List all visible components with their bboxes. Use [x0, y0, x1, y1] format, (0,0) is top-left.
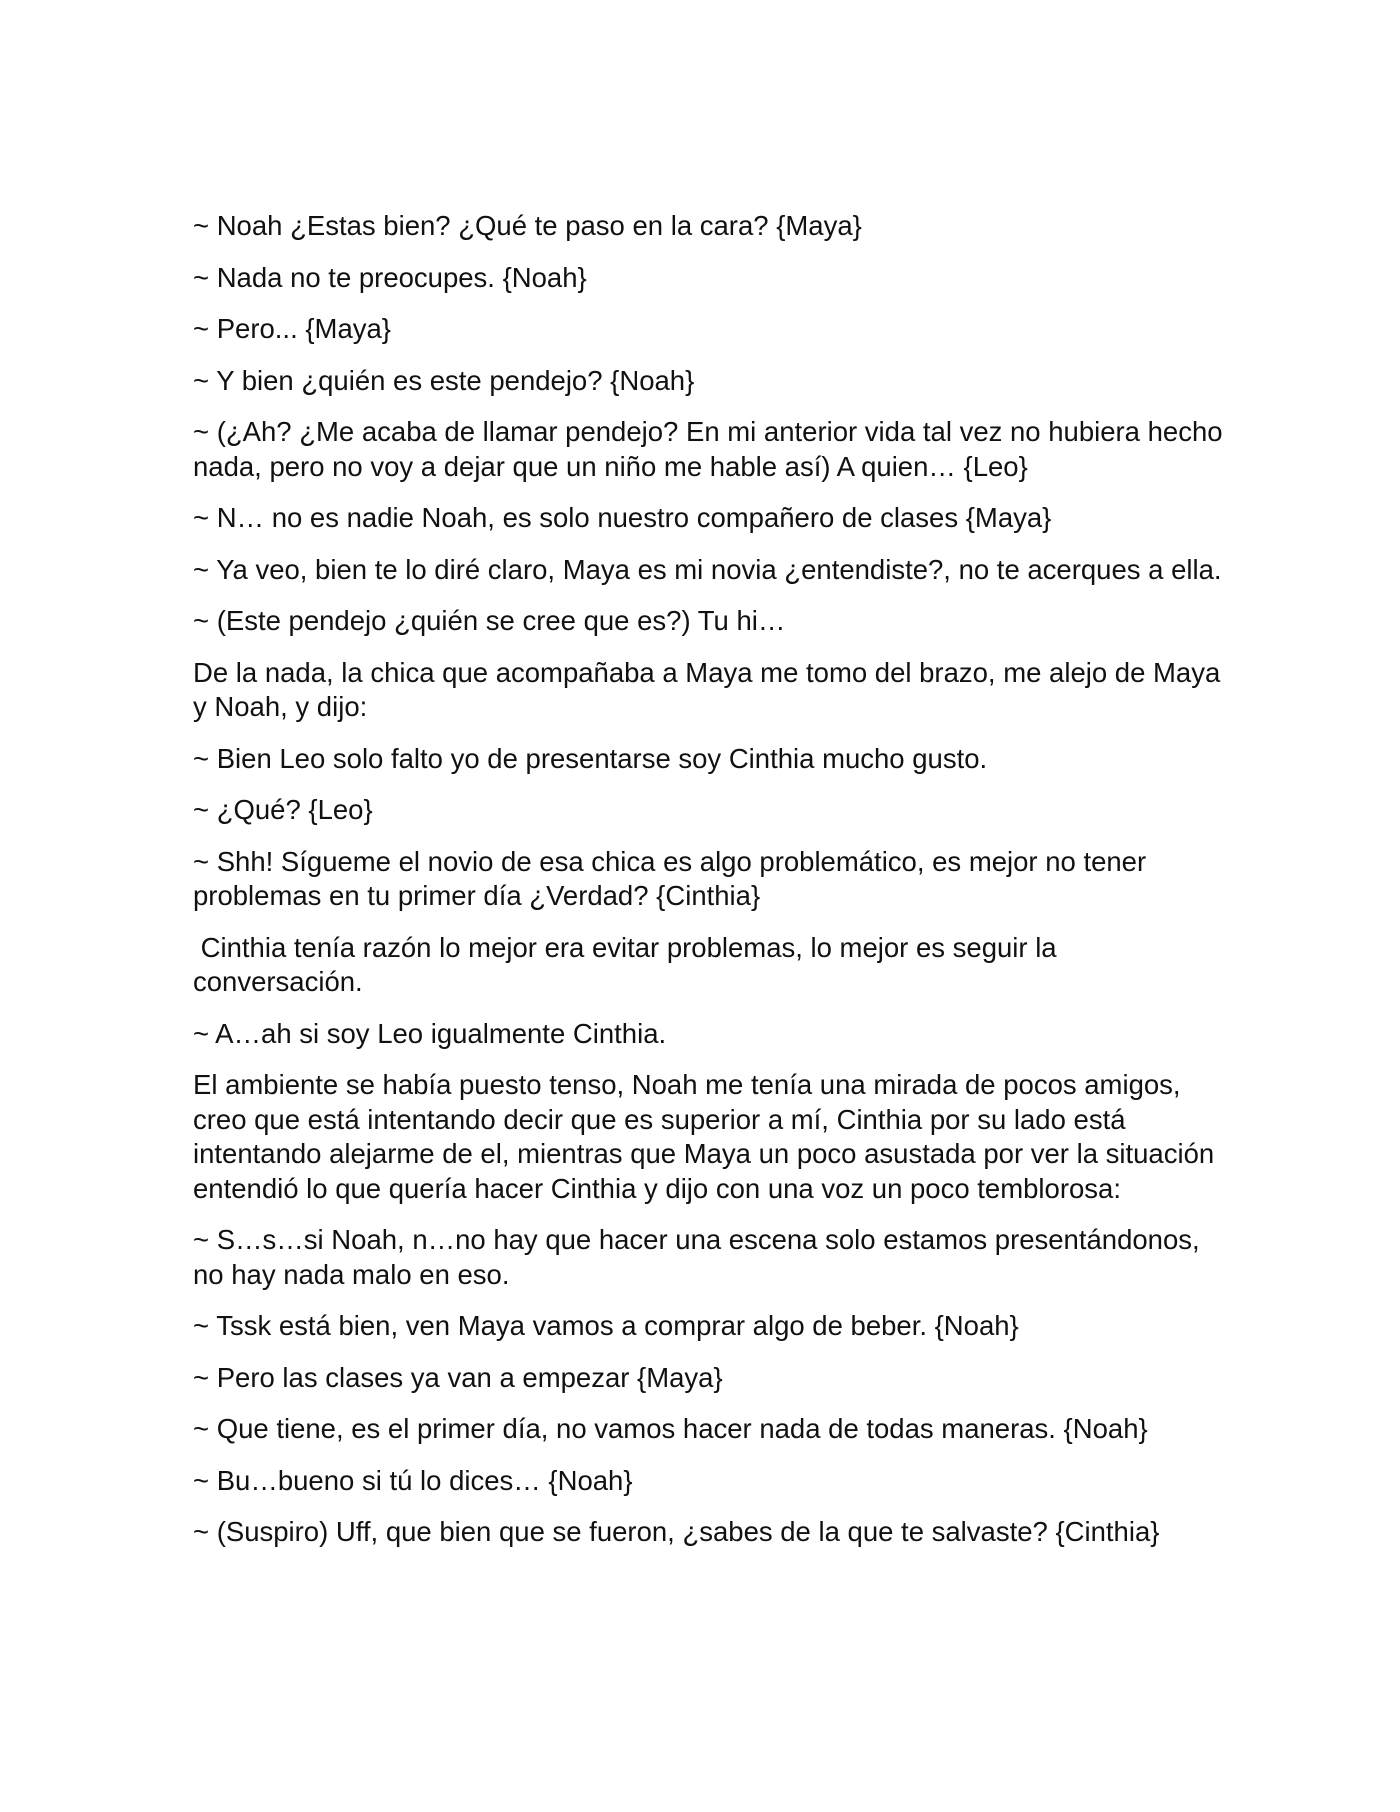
paragraph: ~ Bu…bueno si tú lo dices… {Noah}	[193, 1464, 633, 1496]
paragraph: Cinthia tenía razón lo mejor era evitar problemas, lo mejor es seguir la conversación.	[193, 931, 1065, 997]
paragraph: ~ Tssk está bien, ven Maya vamos a comprar algo de beber. {Noah}	[193, 1310, 1019, 1341]
paragraph: ~ (Suspiro) Uff, que bien que se fueron, ¿sabes de la que te salvaste? {Cinthia}	[193, 1516, 1160, 1547]
paragraph: ~ Nada no te preocupes. {Noah}	[193, 261, 587, 293]
paragraph: ~ ¿Qué? {Leo}	[193, 794, 373, 825]
paragraph: ~ Pero las clases ya van a empezar {Maya}	[193, 1361, 723, 1393]
paragraph: ~ Bien Leo solo falto yo de presentarse soy Cinthia mucho gusto.	[193, 742, 988, 774]
paragraph: ~ Y bien ¿quién es este pendejo? {Noah}	[193, 364, 695, 396]
paragraph: De la nada, la chica que acompañaba a Maya me tomo del brazo, me alejo de Maya y Noah, y dijo:	[193, 656, 1228, 722]
paragraph: ~ Pero... {Maya}	[193, 313, 391, 344]
paragraph: ~ (Este pendejo ¿quién se cree que es?) Tu hi…	[193, 605, 786, 636]
paragraph: ~ S…s…si Noah, n…no hay que hacer una escena solo estamos presentándonos, no hay nada malo en eso.	[193, 1224, 1208, 1290]
paragraph: El ambiente se había puesto tenso, Noah me tenía una mirada de pocos amigos, creo que está intentando decir que es superior a mí, Cinthia por su lado está intentando alejarme de el, mientras que Maya un poco asustada por ver la situación entendió lo que quería hacer Cinthia y dijo con una voz un poco temblorosa:	[193, 1069, 1222, 1204]
paragraph: ~ Que tiene, es el primer día, no vamos hacer nada de todas maneras. {Noah}	[193, 1413, 1148, 1444]
paragraph: ~ (¿Ah? ¿Me acaba de llamar pendejo? En mi anterior vida tal vez no hubiera hecho nada, pero no voy a dejar que un niño me hable así) A quien… {Leo}	[193, 416, 1231, 482]
paragraph: ~ Shh! Sígueme el novio de esa chica es algo problemático, es mejor no tener problemas en tu primer día ¿Verdad? {Cinthia}	[193, 845, 1154, 911]
paragraph: ~ N… no es nadie Noah, es solo nuestro compañero de clases {Maya}	[193, 502, 1052, 533]
paragraph: ~ Ya veo, bien te lo diré claro, Maya es mi novia ¿entendiste?, no te acerques a ella.	[193, 553, 1222, 585]
paragraph: ~ A…ah si soy Leo igualmente Cinthia.	[193, 1017, 667, 1049]
paragraph: ~ Noah ¿Estas bien? ¿Qué te paso en la cara? {Maya}	[193, 210, 862, 241]
document-body	[193, 209, 1231, 1567]
